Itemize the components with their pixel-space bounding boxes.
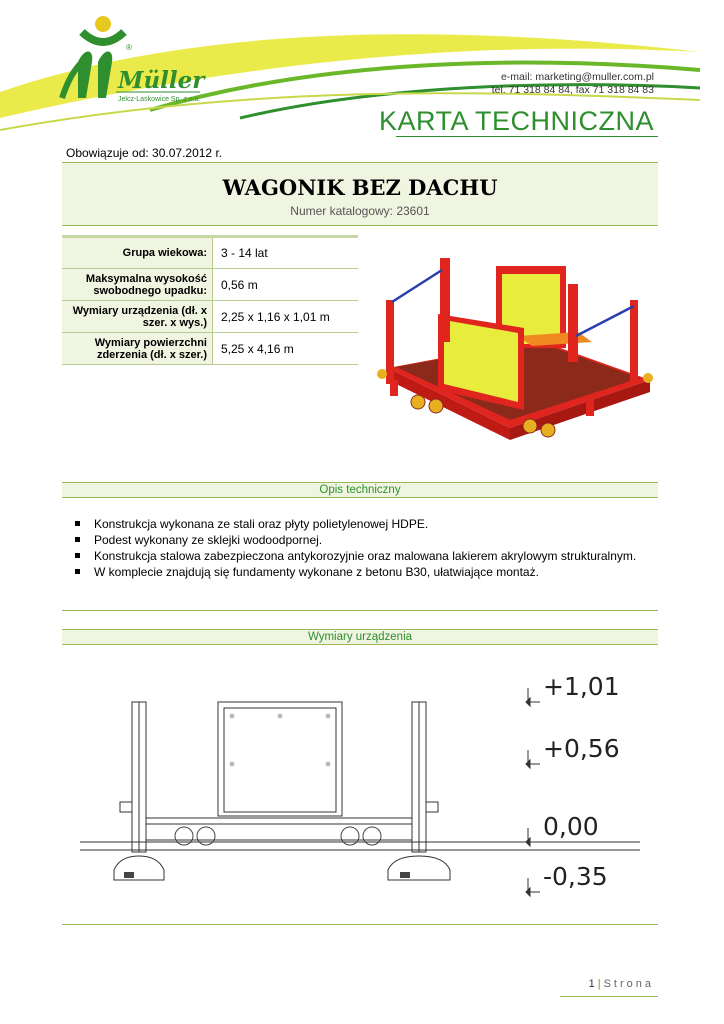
level-label: +0,56 [543, 734, 620, 763]
description-heading: Opis techniczny [62, 482, 658, 498]
document-title: KARTA TECHNICZNA [378, 106, 654, 136]
spec-value: 3 - 14 lat [213, 237, 359, 269]
spec-table [62, 235, 358, 365]
catalog-number: Numer katalogowy: 23601 [290, 204, 430, 218]
product-title-box [62, 162, 658, 226]
product-image [368, 250, 668, 460]
spec-label: Wymiary powierzchni zderzenia (dł. x szer.) [62, 333, 213, 365]
list-item: Konstrukcja wykonana ze stali oraz płyty polietylenowej HDPE. [72, 516, 662, 532]
dimensions-heading: Wymiary urządzenia [62, 629, 658, 645]
level-label: +1,01 [543, 672, 620, 701]
spec-label: Maksymalna wysokość swobodnego upadku: [62, 269, 213, 301]
description-list [72, 516, 662, 580]
spec-row [62, 269, 358, 301]
contact-phone: tel. 71 318 84 84, fax 71 318 84 83 [491, 84, 654, 96]
list-item: Podest wykonany ze sklejki wodoodpornej. [72, 532, 662, 548]
title-underline [396, 136, 658, 137]
spec-row [62, 333, 358, 365]
list-item: W komplecie znajdują się fundamenty wykonane z betonu B30, ułatwiające montaż. [72, 564, 662, 580]
page-footer [589, 978, 654, 990]
list-item: Konstrukcja stalowa zabezpieczona antykorozyjnie oraz malowana lakierem akrylowym strukturalnym. [72, 548, 662, 564]
section-divider [62, 610, 658, 611]
page-number: 1 [588, 978, 595, 990]
level-label: 0,00 [543, 812, 599, 841]
spec-label: Grupa wiekowa: [62, 237, 213, 269]
footer-separator: | [597, 978, 601, 990]
effective-date: Obowiązuje od: 30.07.2012 r. [66, 146, 223, 160]
spec-row [62, 301, 358, 333]
spec-label: Wymiary urządzenia (dł. x szer. x wys.) [62, 301, 213, 333]
registered-mark: ® [126, 43, 132, 52]
spec-value: 2,25 x 1,16 x 1,01 m [213, 301, 359, 333]
page-word: Strona [603, 978, 654, 990]
product-name: WAGONIK BEZ DACHU [222, 175, 498, 200]
level-label: -0,35 [543, 862, 608, 891]
spec-value: 5,25 x 4,16 m [213, 333, 359, 365]
spec-row [62, 237, 358, 269]
spec-value: 0,56 m [213, 269, 359, 301]
footer-rule [560, 996, 658, 997]
contact-email: e-mail: marketing@muller.com.pl [500, 71, 654, 83]
section-divider [62, 924, 658, 925]
company-subtitle: Jelcz-Laskowice Sp. z o.o. [118, 96, 201, 103]
company-name: Müller [118, 67, 205, 94]
